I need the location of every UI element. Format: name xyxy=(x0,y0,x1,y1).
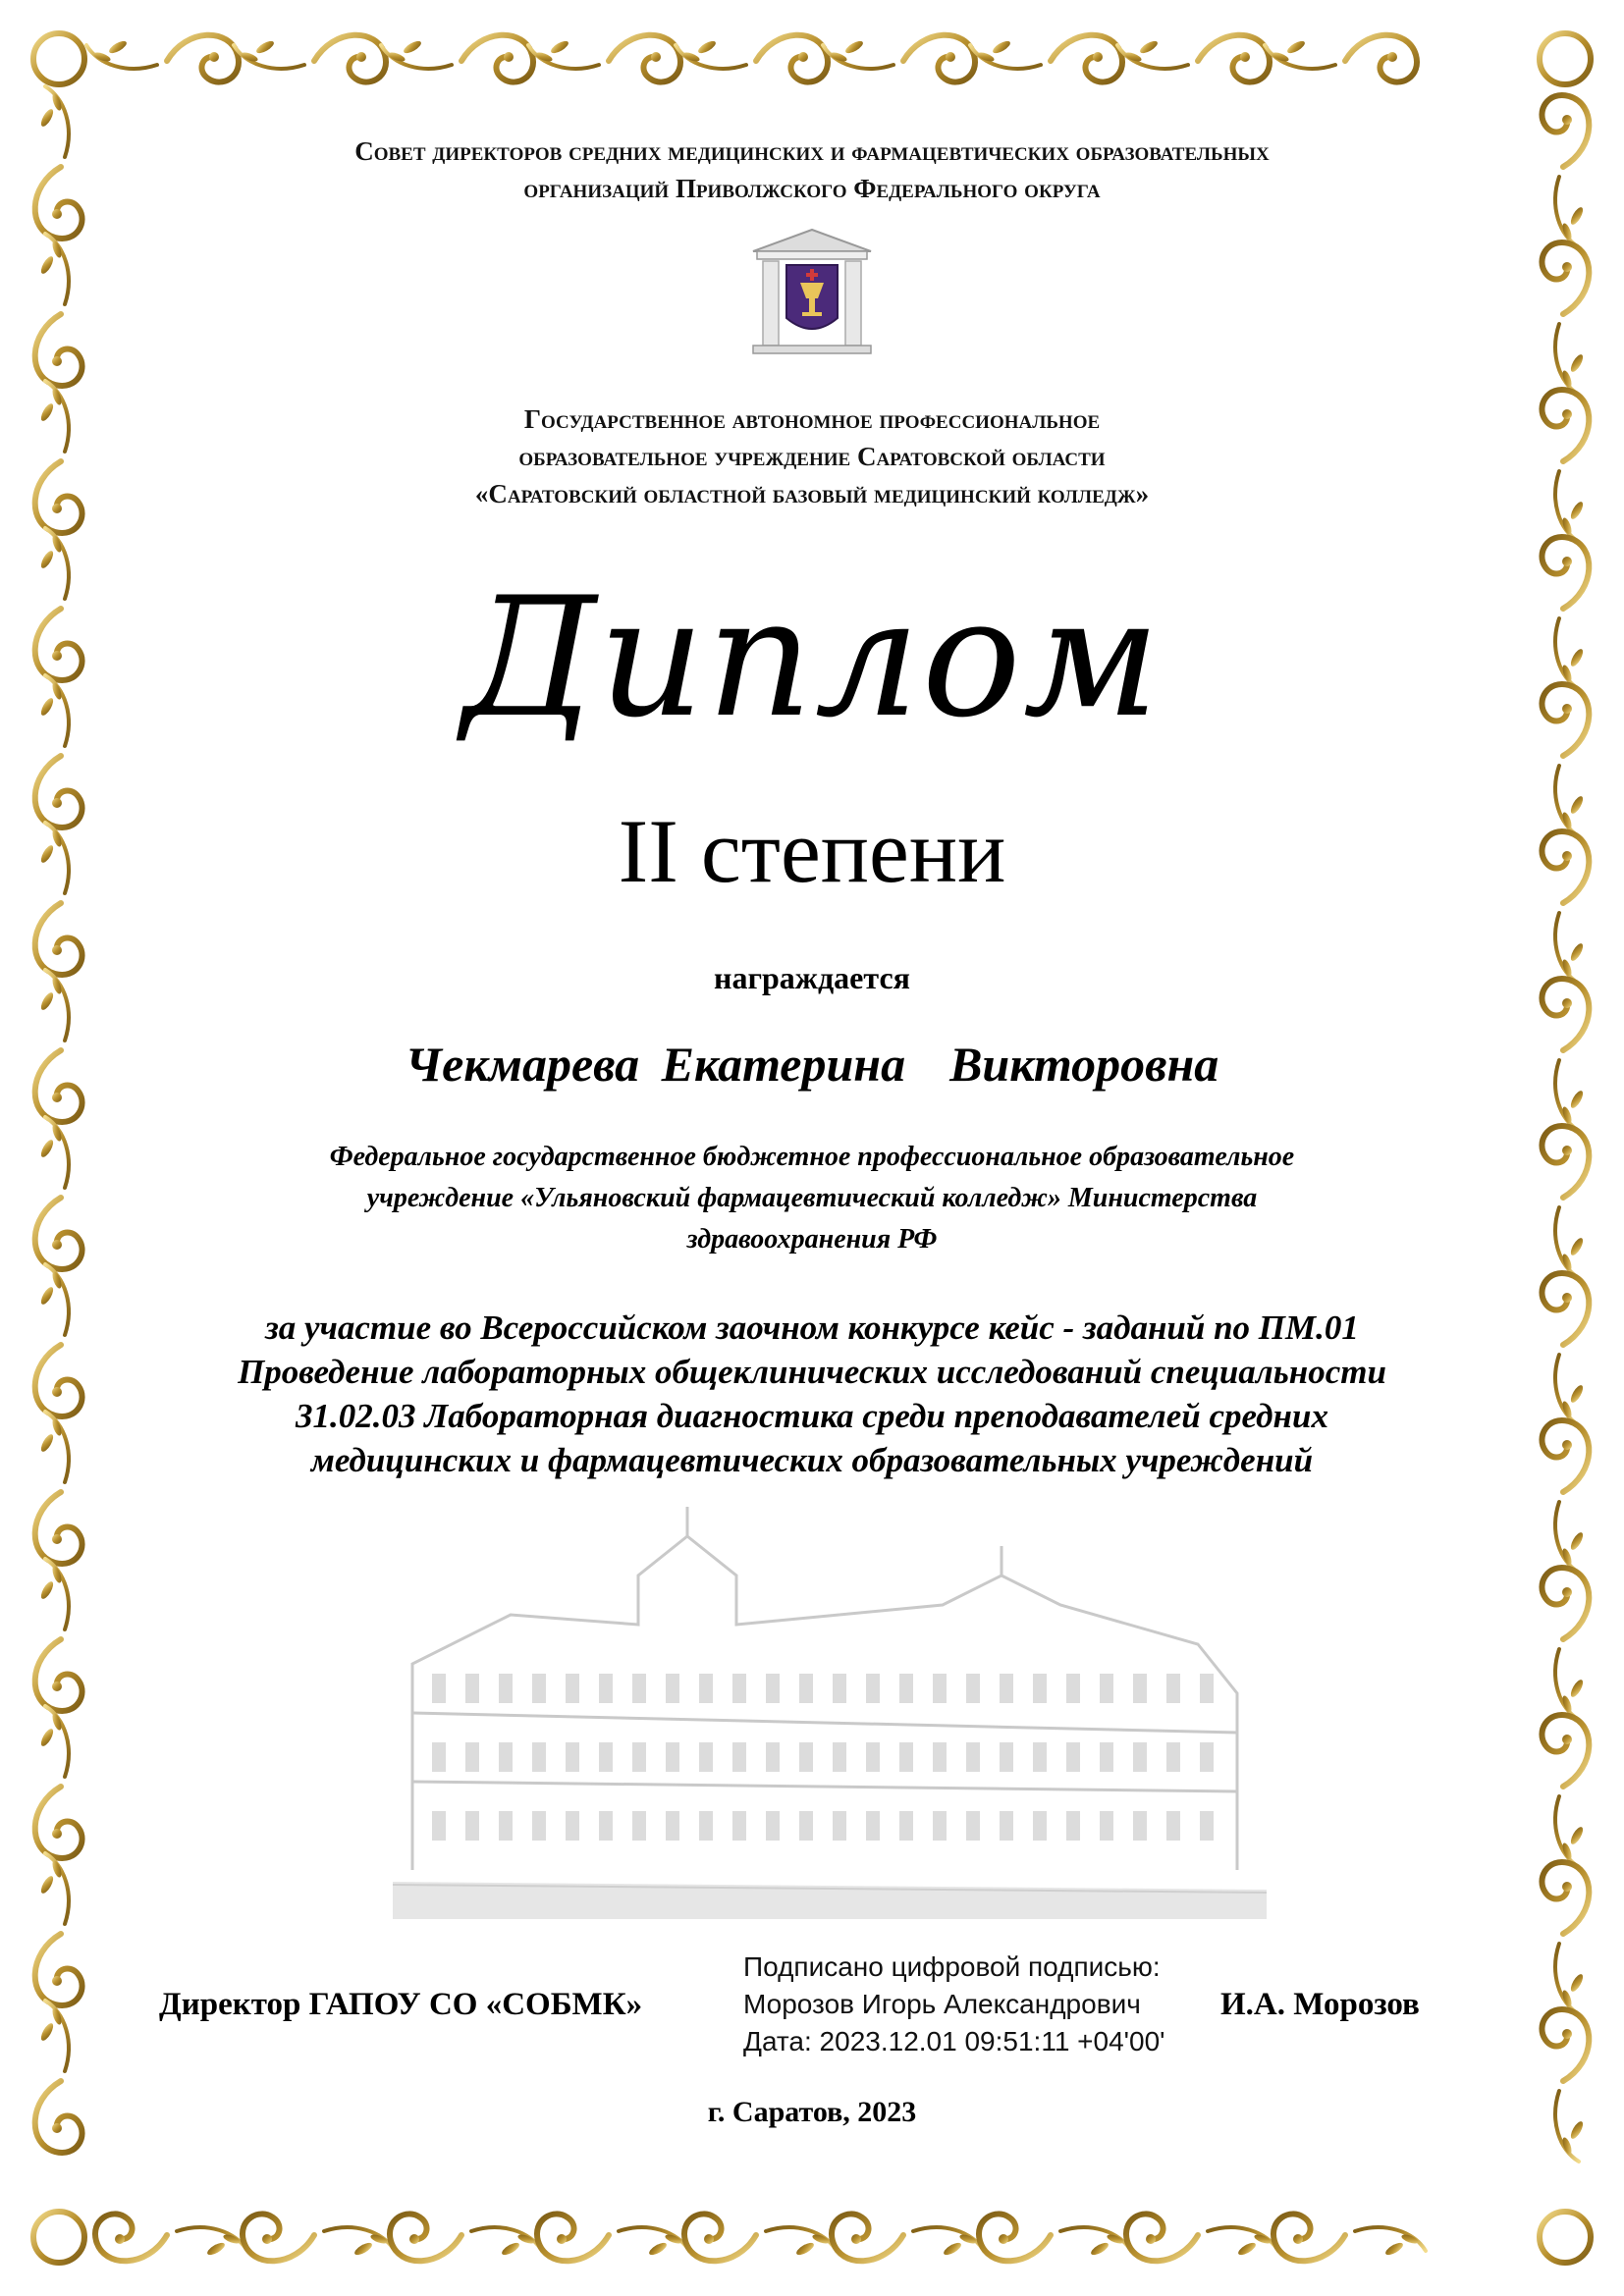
border-curl xyxy=(1126,2214,1278,2261)
building-window xyxy=(966,1674,980,1703)
border-curl xyxy=(1542,1126,1589,1278)
building-window xyxy=(632,1742,646,1772)
building-window xyxy=(833,1674,846,1703)
building-window xyxy=(899,1674,913,1703)
border-curl xyxy=(35,1853,82,2005)
border-curl xyxy=(95,2214,247,2261)
building-window xyxy=(499,1674,513,1703)
organization-line-2: учреждение «Ульяновский фармацевтический колледж» Министерства xyxy=(366,1183,1258,1213)
building-window xyxy=(732,1674,746,1703)
organization-line-1: Федеральное государственное бюджетное профессиональное образовательное xyxy=(329,1142,1295,1172)
building-window xyxy=(699,1674,713,1703)
border-curl xyxy=(86,35,239,82)
border-curl xyxy=(1117,35,1270,82)
border-curl xyxy=(1542,2009,1589,2162)
border-curl xyxy=(243,2214,395,2261)
building-window xyxy=(766,1811,780,1841)
border-curl xyxy=(1542,242,1589,395)
building-window xyxy=(766,1742,780,1772)
building-window xyxy=(1166,1742,1180,1772)
border-curl xyxy=(1542,537,1589,689)
reason-line-1: за участие во Всероссийском заочном конкурсе кейс - заданий по ПМ.01 xyxy=(265,1308,1359,1347)
border-curl xyxy=(528,35,680,82)
building-window xyxy=(432,1674,446,1703)
building-window xyxy=(599,1811,613,1841)
college-building-illustration xyxy=(393,1497,1267,1919)
building-window xyxy=(532,1811,546,1841)
building-window xyxy=(432,1811,446,1841)
building-window xyxy=(1166,1811,1180,1841)
building-window xyxy=(499,1742,513,1772)
border-curl xyxy=(35,1559,82,1711)
building-window xyxy=(766,1674,780,1703)
border-curl xyxy=(1542,1862,1589,2014)
building-window xyxy=(799,1674,813,1703)
border-curl xyxy=(1542,979,1589,1131)
building-window xyxy=(1133,1742,1147,1772)
building-window xyxy=(1033,1674,1047,1703)
diploma-title: Диплом xyxy=(461,561,1163,754)
diploma-degree: II степени xyxy=(618,801,1006,901)
building-window xyxy=(799,1811,813,1841)
building-window xyxy=(1100,1742,1113,1772)
border-curl xyxy=(1265,35,1417,82)
building-window xyxy=(1133,1811,1147,1841)
building-window xyxy=(866,1742,880,1772)
border-curl xyxy=(35,86,82,239)
border-curl xyxy=(1542,684,1589,836)
building-window xyxy=(1133,1674,1147,1703)
signature-line-3: Дата: 2023.12.01 09:51:11 +04'00' xyxy=(743,2026,1165,2056)
building-window xyxy=(799,1742,813,1772)
college-line-2: образовательное учреждение Саратовской области xyxy=(518,442,1106,471)
building-window xyxy=(499,1811,513,1841)
college-emblem-icon xyxy=(743,224,881,361)
building-window xyxy=(899,1742,913,1772)
border-curl xyxy=(1542,1568,1589,1720)
border-curl xyxy=(1542,390,1589,542)
building-window xyxy=(732,1811,746,1841)
border-curl xyxy=(35,1412,82,1564)
city-year: г. Саратов, 2023 xyxy=(707,2096,917,2128)
building-window xyxy=(1033,1811,1047,1841)
border-curl xyxy=(1542,1420,1589,1573)
border-curl xyxy=(35,823,82,975)
building-window xyxy=(1000,1811,1013,1841)
building-window xyxy=(632,1674,646,1703)
council-line-2: организаций Приволжского Федерального округа xyxy=(523,174,1101,203)
building-window xyxy=(966,1811,980,1841)
college-heading xyxy=(147,400,1477,512)
building-window xyxy=(866,1811,880,1841)
council-heading xyxy=(147,133,1477,207)
reason-line-2: Проведение лабораторных общеклинических исследований специальности xyxy=(238,1353,1386,1391)
building-window xyxy=(1200,1742,1214,1772)
building-window xyxy=(432,1742,446,1772)
border-curl xyxy=(35,970,82,1122)
building-window xyxy=(699,1811,713,1841)
border-curl xyxy=(832,2214,984,2261)
border-curl xyxy=(1273,2214,1426,2261)
building-window xyxy=(1066,1674,1080,1703)
recipient-organization xyxy=(216,1137,1408,1260)
building-window xyxy=(566,1811,579,1841)
recipient-name: Чекмарева Екатерина Викторовна xyxy=(405,1037,1219,1092)
border-curl xyxy=(979,2214,1131,2261)
building-window xyxy=(465,1742,479,1772)
building-window xyxy=(1000,1742,1013,1772)
building-window xyxy=(666,1811,679,1841)
signature-line-2: Морозов Игорь Александрович xyxy=(743,1989,1141,2019)
border-curl xyxy=(1542,95,1589,247)
college-line-1: Государственное автономное профессиональное xyxy=(523,404,1101,434)
building-window xyxy=(566,1674,579,1703)
building-window xyxy=(933,1811,947,1841)
signer-name: И.А. Морозов xyxy=(1220,1987,1420,2022)
border-curl xyxy=(676,35,828,82)
building-window xyxy=(899,1811,913,1841)
building-window xyxy=(866,1674,880,1703)
signature-line-1: Подписано цифровой подписью: xyxy=(743,1951,1161,1982)
director-title: Директор ГАПОУ СО «СОБМК» xyxy=(159,1987,643,2022)
council-line-1: Совет директоров средних медицинских и фармацевтических образовательных xyxy=(354,136,1270,166)
reason-line-4: медицинских и фармацевтических образовательных учреждений xyxy=(310,1441,1314,1479)
building-window xyxy=(833,1811,846,1841)
border-curl xyxy=(1542,1273,1589,1425)
border-curl xyxy=(823,35,975,82)
building-window xyxy=(465,1811,479,1841)
building-window xyxy=(1000,1674,1013,1703)
building-window xyxy=(1166,1674,1180,1703)
building-window xyxy=(699,1742,713,1772)
building-window xyxy=(566,1742,579,1772)
border-curl xyxy=(35,2001,82,2153)
building-window xyxy=(465,1674,479,1703)
building-window xyxy=(933,1674,947,1703)
building-window xyxy=(966,1742,980,1772)
building-window xyxy=(1066,1811,1080,1841)
building-window xyxy=(532,1742,546,1772)
building-window xyxy=(599,1674,613,1703)
border-curl xyxy=(970,35,1122,82)
organization-line-3: здравоохранения РФ xyxy=(686,1224,938,1255)
reason-line-3: 31.02.03 Лабораторная диагностика среди преподавателей средних xyxy=(296,1397,1328,1435)
border-curl xyxy=(35,1706,82,1858)
building-window xyxy=(833,1742,846,1772)
border-curl xyxy=(390,2214,542,2261)
border-curl xyxy=(35,234,82,386)
building-window xyxy=(1066,1742,1080,1772)
building-window xyxy=(1100,1811,1113,1841)
building-window xyxy=(933,1742,947,1772)
border-curl xyxy=(381,35,533,82)
building-window xyxy=(1200,1674,1214,1703)
border-curl xyxy=(35,1117,82,1269)
border-curl xyxy=(684,2214,837,2261)
digital-signature-block xyxy=(743,1949,1165,2060)
border-curl xyxy=(1542,831,1589,984)
building-window xyxy=(532,1674,546,1703)
border-curl xyxy=(35,528,82,680)
award-reason xyxy=(162,1306,1462,1482)
building-window xyxy=(599,1742,613,1772)
border-curl xyxy=(35,381,82,533)
building-window xyxy=(1100,1674,1113,1703)
border-curl xyxy=(234,35,386,82)
building-window xyxy=(632,1811,646,1841)
border-curl xyxy=(537,2214,689,2261)
border-curl xyxy=(35,1264,82,1416)
building-window xyxy=(666,1674,679,1703)
building-window xyxy=(1200,1811,1214,1841)
building-window xyxy=(732,1742,746,1772)
border-curl xyxy=(35,675,82,828)
building-window xyxy=(1033,1742,1047,1772)
college-line-3: «Саратовский областной базовый медицинский колледж» xyxy=(474,479,1150,508)
awarded-label: награждается xyxy=(714,960,910,995)
building-window xyxy=(666,1742,679,1772)
border-curl xyxy=(1542,1715,1589,1867)
